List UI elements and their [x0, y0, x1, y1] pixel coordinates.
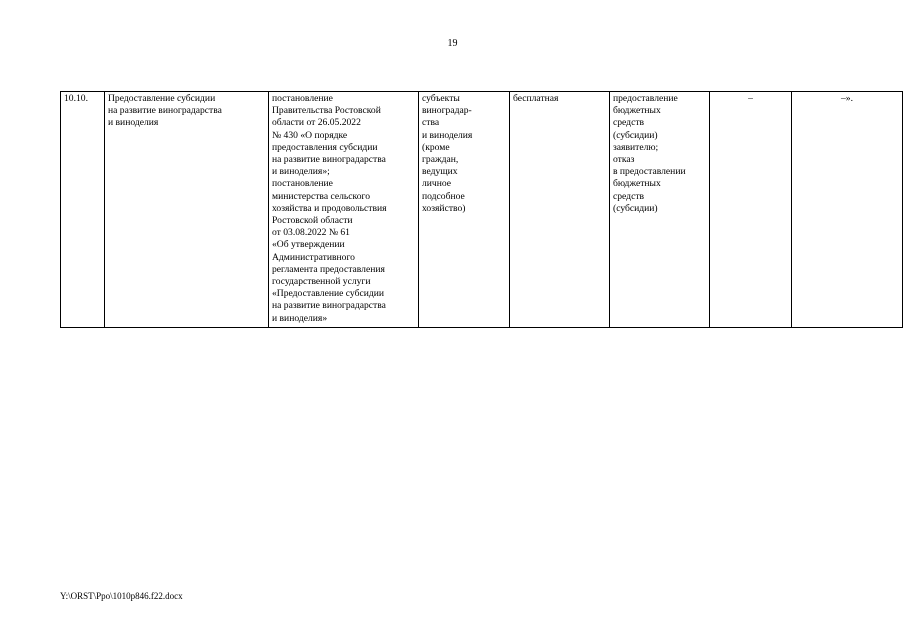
service-name-cell: Предоставление субсидии на развитие виноградарства и виноделия [105, 92, 269, 328]
column-7-cell: – [710, 92, 792, 328]
row-number-cell: 10.10. [61, 92, 105, 328]
page-number: 19 [447, 38, 458, 49]
services-table [60, 91, 903, 328]
column-8-cell: –». [792, 92, 903, 328]
table-row [61, 92, 903, 328]
payment-cell: бесплатная [510, 92, 610, 328]
footer-file-path: Y:\ORST\Ppo\1010p846.f22.docx [60, 591, 183, 601]
result-cell: предоставление бюджетных средств (субсидии) заявителю; отказ в предоставлении бюджетных средств (субсидии) [610, 92, 710, 328]
recipients-cell: субъекты виноградар- ства и виноделия (кроме граждан, ведущих личное подсобное хозяйство) [419, 92, 510, 328]
legal-basis-cell: постановление Правительства Ростовской области от 26.05.2022 № 430 «О порядке предоставления субсидии на развитие виноградарства и виноделия»; постановление министерства сельского хозяйства и продовольствия Ростовской области от 03.08.2022 № 61 «Об утверждении Административного регламента предоставления государственной услуги «Предоставление субсидии на развитие виноградарства и виноделия» [269, 92, 419, 328]
